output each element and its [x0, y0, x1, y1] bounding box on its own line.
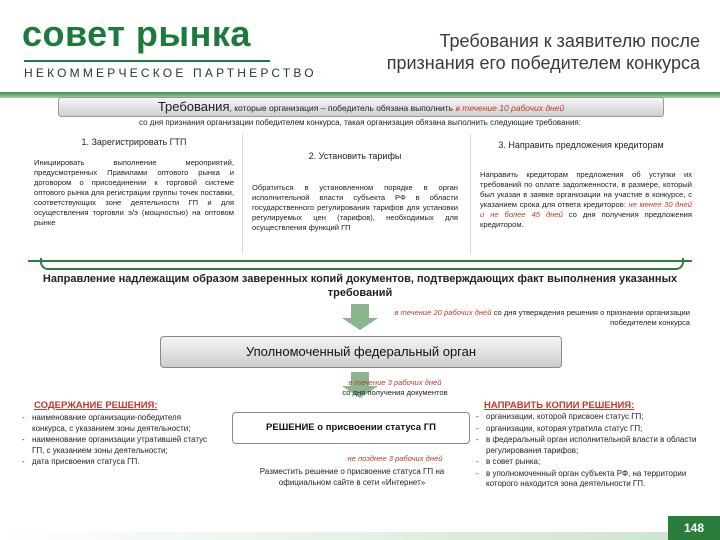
logo-main: совет рынка	[22, 13, 251, 54]
list-item: - организации, которой присвоен статус ГП;	[474, 412, 706, 423]
list-item: - организации, которая утратила статус ГП;	[474, 424, 706, 435]
decision-content-title: СОДЕРЖАНИЕ РЕШЕНИЯ:	[34, 400, 158, 411]
requirements-deadline: в течение 10 рабочих дней	[455, 103, 565, 113]
column-3-text	[480, 170, 692, 230]
requirements-brace	[40, 258, 684, 270]
requirements-banner	[58, 97, 664, 117]
note-20-days-deadline: в течение 20 рабочих дней	[394, 308, 492, 317]
decision-content-list	[20, 413, 216, 469]
column-3-title: 3. Направить предложения кредиторам	[498, 140, 664, 150]
list-item: - в федеральный орган исполнительной власти в области регулирования тарифов;	[474, 435, 706, 456]
requirements-text: , которые организация – победитель обязана выполнить	[229, 103, 456, 113]
slide-title	[280, 30, 700, 74]
federal-body-box: Уполномоченный федеральный орган	[160, 336, 562, 368]
send-copies-title: НАПРАВИТЬ КОПИИ РЕШЕНИЯ:	[484, 400, 635, 411]
publish-instruction: Разместить решение о присвоение статуса ГП на официальном сайте в сети «Интернет»	[259, 467, 445, 487]
list-item: - в уполномоченный орган субъекта РФ, на территории которого находится зона деятельности ГП.	[474, 469, 706, 490]
logo-subtitle: НЕКОММЕРЧЕСКОЕ ПАРТНЕРСТВО	[24, 66, 317, 80]
column-divider	[242, 134, 243, 254]
send-copies-list	[474, 412, 706, 491]
column-1-text: Инициировать выполнение мероприятий, предусмотренных Правилами оптового рынка и договором о присоединении к торговой системе оптового рынка для регистрации группы точек поставки, соответствующих зоне деятельности ГП и для осуществления торговли э/э (мощностью) на оптовом рынке	[34, 158, 234, 227]
requirements-subline: со дня признания организации победителем конкурса, такая организация обязана выполнить следующие требования:	[139, 118, 581, 127]
list-item: - в совет рынка;	[474, 457, 706, 468]
column-divider	[470, 134, 471, 254]
slide-title-line1: Требования к заявителю после	[439, 31, 700, 51]
requirements-lead: Требования	[157, 99, 230, 114]
note-3-days-deadline: в течение 3 рабочих дней	[348, 378, 442, 387]
column-3-text-main: Направить кредиторам предложения об уступки их требований по оплате задолженности, в размере, который был указан в заявке организации на участие в конкурсе, с указанием срока для ответа кредиторов:	[480, 170, 692, 209]
footer-band	[0, 532, 668, 540]
column-2-title: 2. Установить тарифы	[308, 151, 402, 161]
column-3-deadline: не менее 30 дней и не более 45 дней	[480, 200, 692, 219]
documents-direction: Направление надлежащим образом заверенных копий документов, подтверждающих факт выполнения указанных требований	[42, 273, 678, 299]
page-number: 148	[668, 516, 720, 540]
note-20-days-text: со дня утверждения решения о признании организации победителем конкурса	[491, 308, 690, 327]
note-3-days	[320, 378, 470, 398]
list-item: - наименование организации-победителя конкурса, с указанием зоны деятельности;	[20, 413, 216, 434]
column-3-text-end: со дня получения предложения кредитором.	[480, 210, 692, 229]
column-2-text: Обратиться в установленном порядке в орган исполнительной власти субъекта РФ в области государственного регулирования тарифов для установки регулируемых цен (тарифов), необходимых для осуществления функций ГП	[252, 183, 458, 232]
list-item: - дата присвоения статуса ГП.	[20, 457, 216, 468]
list-item: - наименование организации утратившей статус ГП, с указанием зоны деятельности;	[20, 435, 216, 456]
decision-box: РЕШЕНИЕ о присвоении статуса ГП	[232, 412, 470, 444]
note-3-days-text: со дня получения документов	[342, 388, 448, 397]
logo-divider	[24, 60, 270, 62]
note-publish-deadline: не позднее 3 рабочих дней	[347, 454, 443, 463]
note-20-days	[360, 308, 690, 328]
slide-title-line2: признания его победителем конкурса	[386, 53, 700, 73]
column-1-title: 1. Зарегистрировать ГТП	[81, 137, 187, 147]
